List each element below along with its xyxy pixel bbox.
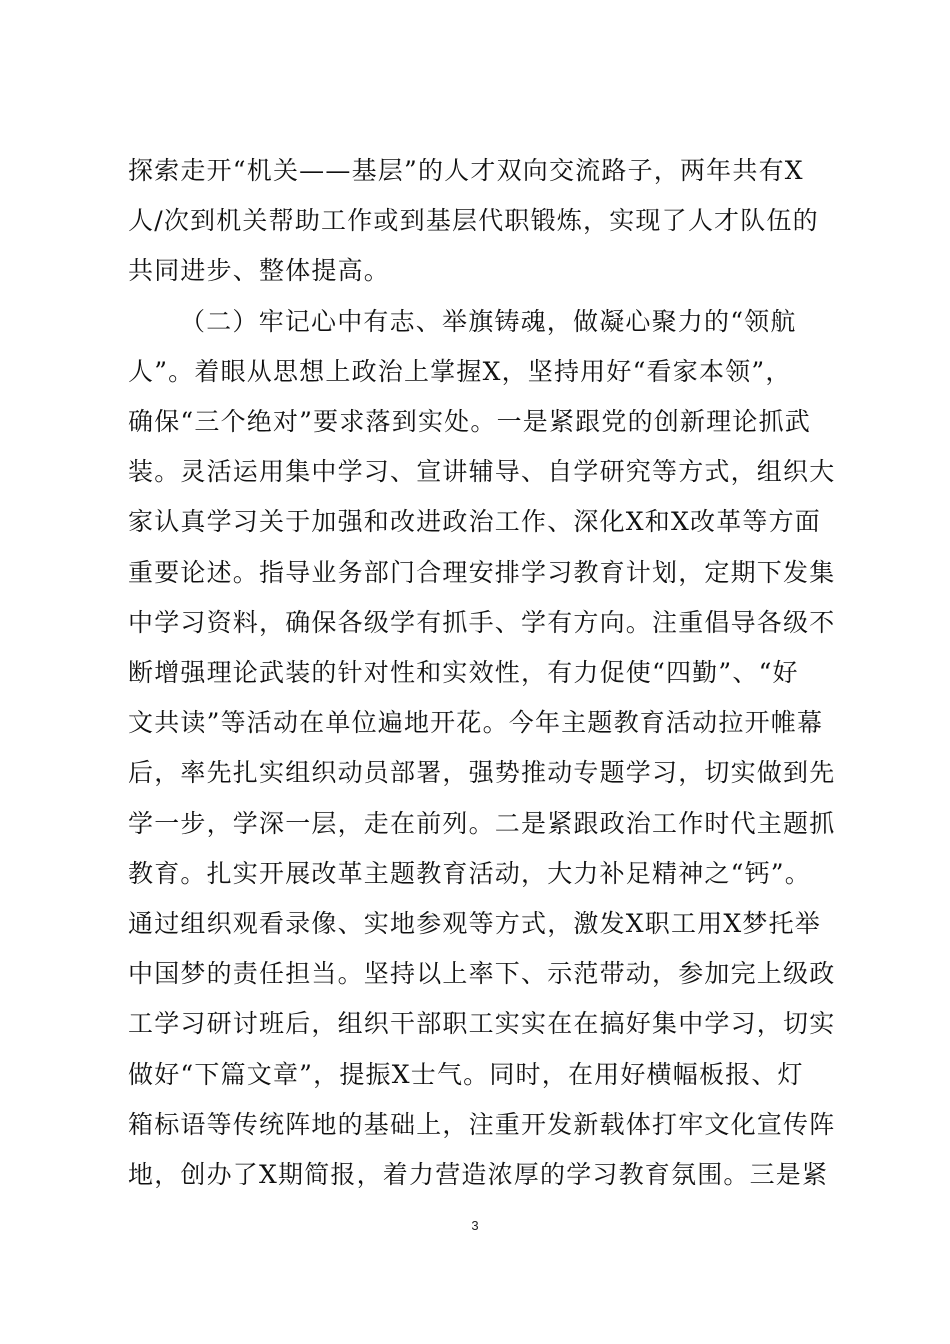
text-line: 重要论述。指导业务部门合理安排学习教育计划，定期下发集 — [128, 557, 836, 587]
text-line: 探索走开“机关——基层”的人才双向交流路子，两年共有X — [128, 156, 804, 185]
text-line: 中国梦的责任担当。坚持以上率下、示范带动，参加完上级政 — [128, 959, 836, 989]
text-line: 后，率先扎实组织动员部署，强势推动专题学习，切实做到先 — [128, 758, 836, 788]
text-line: 共同进步、整体提高。 — [128, 256, 391, 286]
text-line: 做好“下篇文章”，提振X士气。同时，在用好横幅板报、灯 — [128, 1059, 804, 1089]
text-line: 工学习研讨班后，组织干部职工实实在在搞好集中学习，切实 — [128, 1009, 836, 1039]
text-line: 家认真学习关于加强和改进政治工作、深化X和X改革等方面 — [128, 507, 821, 537]
text-line: 人”。着眼从思想上政治上掌握X，坚持用好“看家本领”， — [128, 356, 792, 386]
text-line: 人/次到机关帮助工作或到基层代职锻炼，实现了人才队伍的 — [128, 206, 819, 236]
text-line: 装。灵活运用集中学习、宣讲辅导、自学研究等方式，组织大 — [128, 457, 836, 487]
text-line: 地，创办了X期简报，着力营造浓厚的学习教育氛围。三是紧 — [128, 1160, 829, 1189]
text-line: 箱标语等传统阵地的基础上，注重开发新载体打牢文化宣传阵 — [128, 1109, 836, 1139]
text-line: 断增强理论武装的针对性和实效性，有力促使“四勤”、“好 — [128, 658, 799, 687]
text-line: 文共读”等活动在单位遍地开花。今年主题教育活动拉开帷幕 — [128, 708, 824, 738]
text-line: 教育。扎实开展改革主题教育活动，大力补足精神之“钙”。 — [128, 858, 811, 888]
text-line: 通过组织观看录像、实地参观等方式，激发X职工用X梦托举 — [128, 909, 821, 938]
text-line: 学一步，学深一层，走在前列。二是紧跟政治工作时代主题抓 — [128, 808, 836, 838]
text-line: 确保“三个绝对”要求落到实处。一是紧跟党的创新理论抓武 — [128, 407, 811, 436]
section-heading-line: （二）牢记心中有志、举旗铸魂，做凝心聚力的“领航 — [180, 306, 797, 336]
page-number: 3 — [471, 1218, 479, 1233]
text-line: 中学习资料，确保各级学有抓手、学有方向。注重倡导各级不 — [128, 607, 836, 637]
